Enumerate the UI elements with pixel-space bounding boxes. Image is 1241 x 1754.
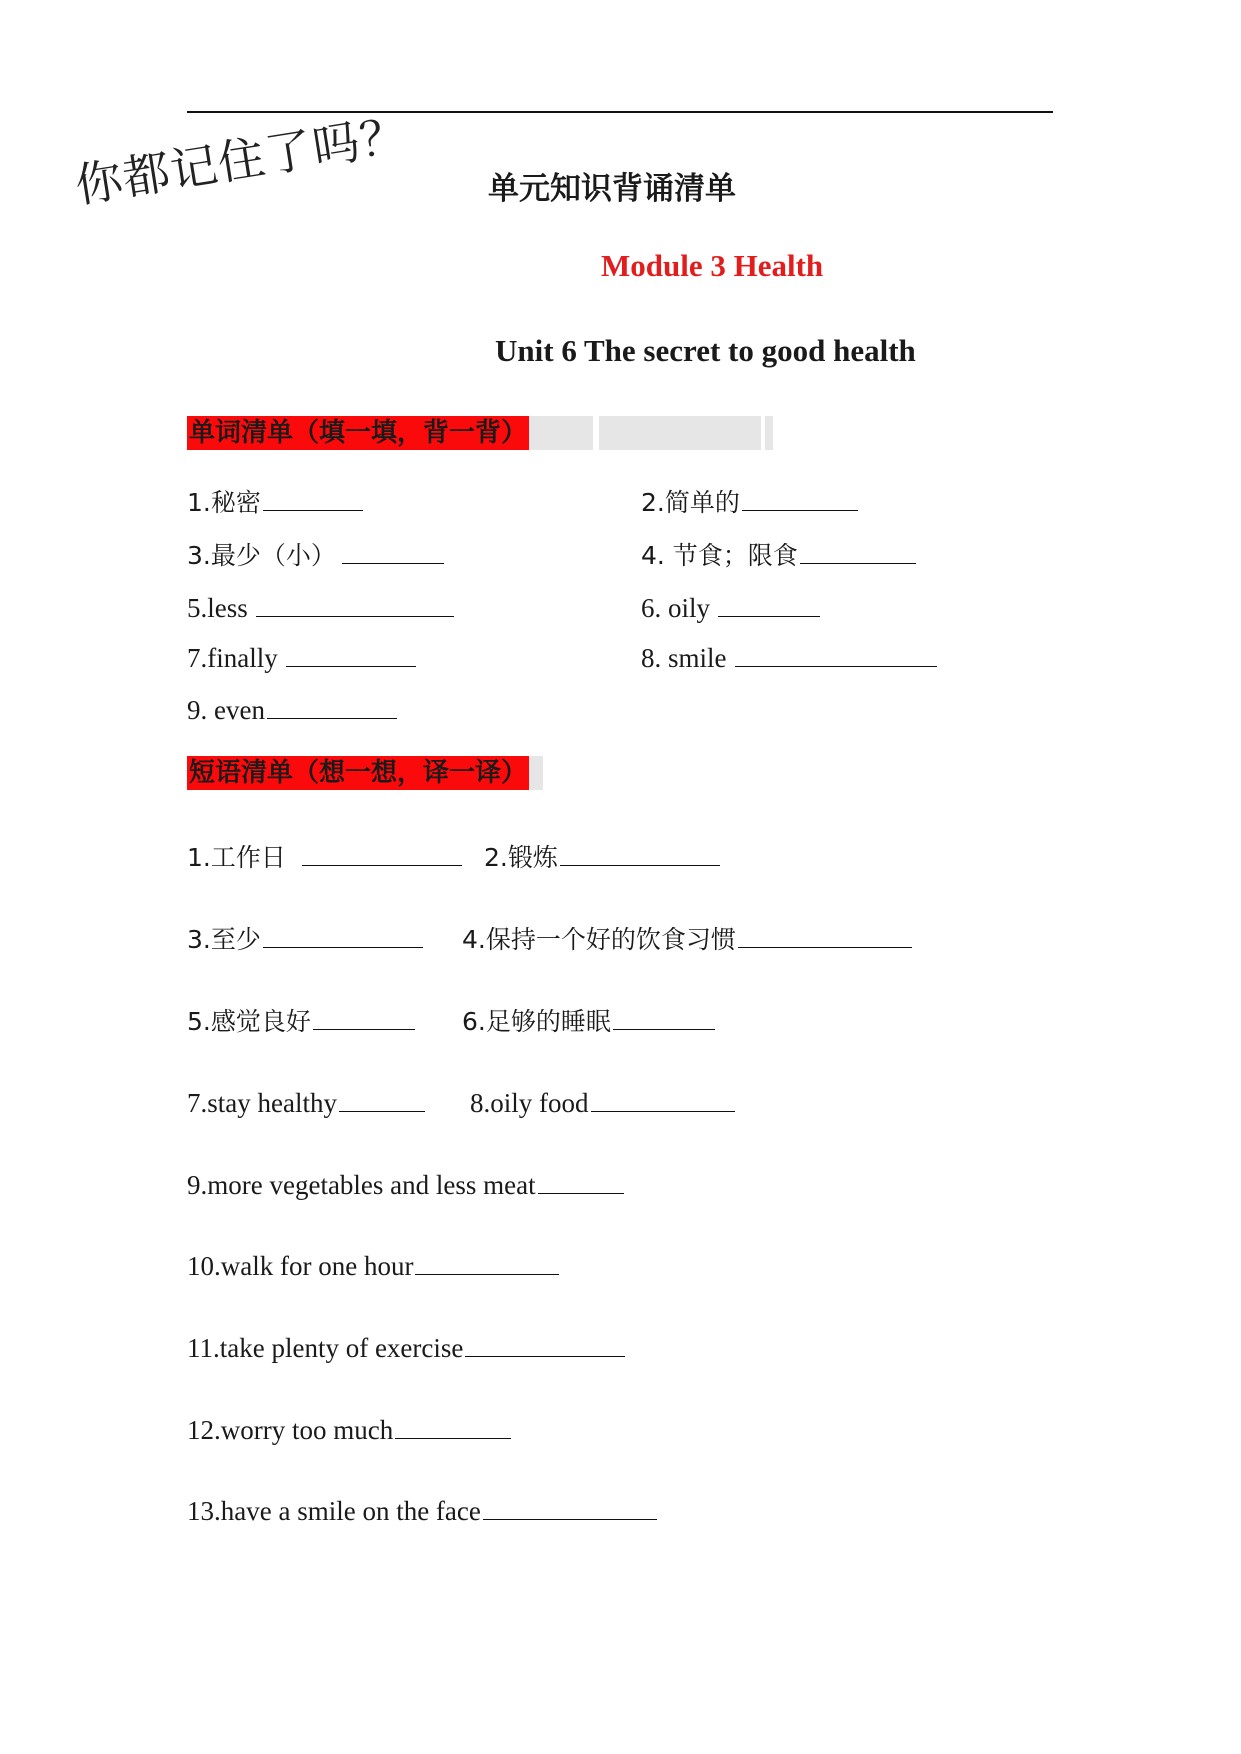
answer-blank[interactable] <box>718 592 820 617</box>
handwritten-note: 你都记住了吗？ <box>71 107 413 215</box>
phrases-section-heading <box>187 756 543 790</box>
phrase-item: 1.工作日 <box>187 840 462 875</box>
phrase-item: 6.足够的睡眠 <box>462 1004 715 1039</box>
answer-blank[interactable] <box>613 1005 715 1030</box>
highlight-gap <box>765 416 773 450</box>
phrase-item: 8.oily food <box>470 1086 735 1120</box>
unit-title: Unit 6 The secret to good health <box>495 333 916 368</box>
word-item: 5.less <box>187 591 454 625</box>
words-heading-text: 单词清单（填一填，背一背） <box>189 418 528 448</box>
phrase-item: 9.more vegetables and less meat <box>187 1168 624 1202</box>
answer-blank[interactable] <box>313 1005 415 1030</box>
answer-blank[interactable] <box>465 1332 625 1357</box>
phrase-item: 10.walk for one hour <box>187 1249 559 1283</box>
answer-blank[interactable] <box>263 923 423 948</box>
answer-blank[interactable] <box>415 1250 559 1275</box>
word-item: 8. smile <box>641 641 937 675</box>
answer-blank[interactable] <box>800 539 916 564</box>
word-item: 7.finally <box>187 641 416 675</box>
word-item: 4. 节食；限食 <box>641 538 916 573</box>
word-item: 2.简单的 <box>641 485 858 520</box>
highlight-gap <box>529 416 593 450</box>
words-section-heading <box>187 416 773 450</box>
answer-blank[interactable] <box>256 592 454 617</box>
answer-blank[interactable] <box>342 539 444 564</box>
phrase-item: 13.have a smile on the face <box>187 1494 657 1528</box>
word-item: 9. even <box>187 693 397 727</box>
answer-blank[interactable] <box>267 694 397 719</box>
answer-blank[interactable] <box>591 1087 735 1112</box>
answer-blank[interactable] <box>742 486 858 511</box>
word-item: 3.最少（小） <box>187 538 444 573</box>
phrase-item: 5.感觉良好 <box>187 1004 415 1039</box>
phrase-item: 12.worry too much <box>187 1413 511 1447</box>
answer-blank[interactable] <box>538 1169 624 1194</box>
answer-blank[interactable] <box>302 841 462 866</box>
answer-blank[interactable] <box>738 923 912 948</box>
answer-blank[interactable] <box>483 1495 657 1520</box>
answer-blank[interactable] <box>339 1087 425 1112</box>
highlight-gap <box>529 756 543 790</box>
answer-blank[interactable] <box>263 486 363 511</box>
answer-blank[interactable] <box>286 642 416 667</box>
phrase-item: 3.至少 <box>187 922 423 957</box>
word-item: 6. oily <box>641 591 820 625</box>
answer-blank[interactable] <box>395 1414 511 1439</box>
answer-blank[interactable] <box>735 642 937 667</box>
phrase-item: 2.锻炼 <box>484 840 720 875</box>
highlight-gap <box>599 416 761 450</box>
phrases-heading-text: 短语清单（想一想，译一译） <box>189 758 528 788</box>
phrase-item: 4.保持一个好的饮食习惯 <box>462 922 912 957</box>
phrase-item: 11.take plenty of exercise <box>187 1331 625 1365</box>
module-title: Module 3 Health <box>601 248 824 283</box>
document-title: 单元知识背诵清单 <box>488 171 736 207</box>
answer-blank[interactable] <box>560 841 720 866</box>
phrase-item: 7.stay healthy <box>187 1086 425 1120</box>
word-item: 1.秘密 <box>187 485 363 520</box>
